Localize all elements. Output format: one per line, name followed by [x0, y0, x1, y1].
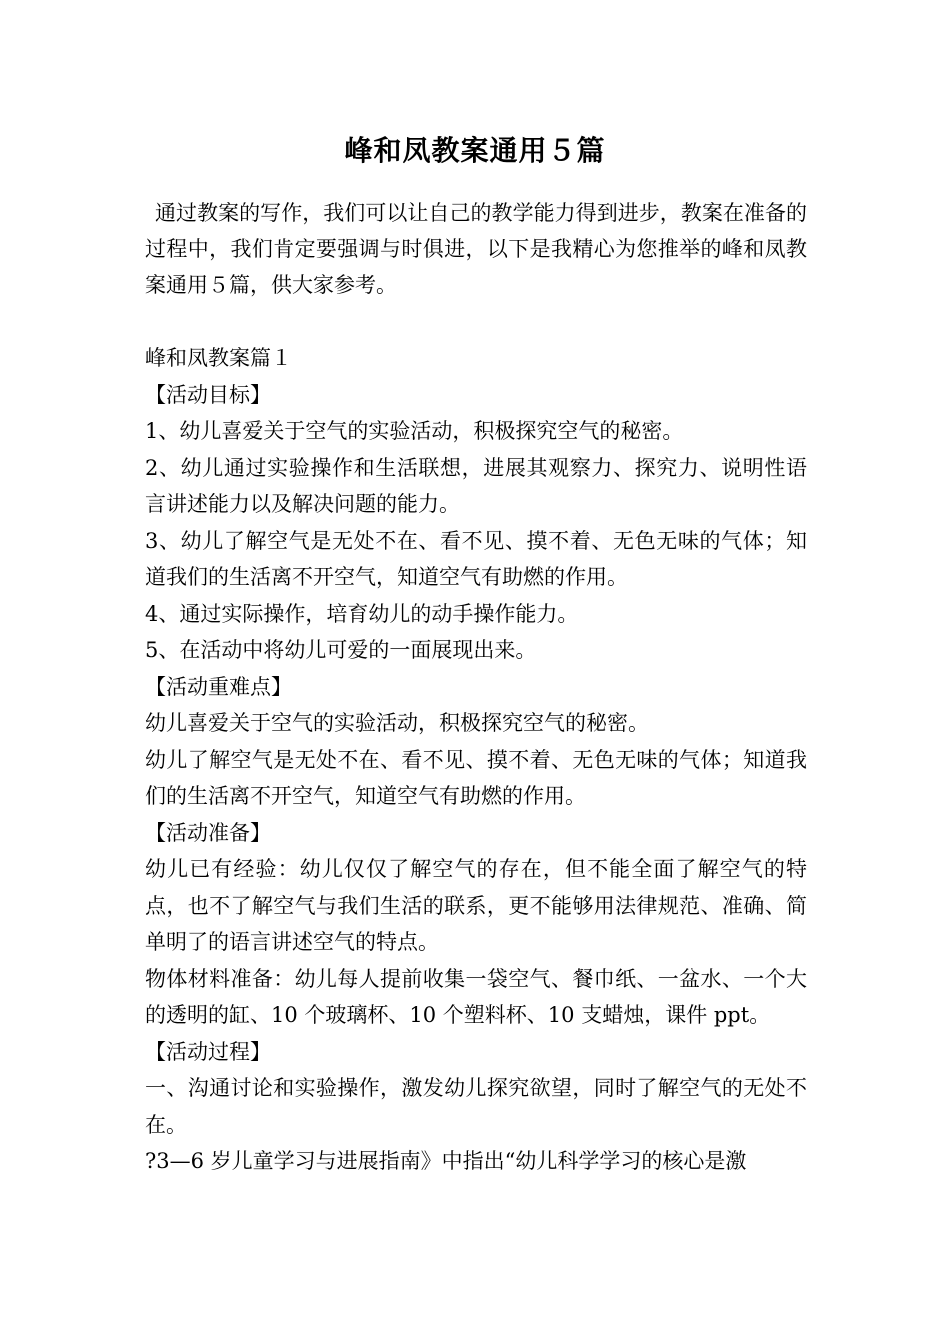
intro-paragraph: 通过教案的写作，我们可以让自己的教学能力得到进步，教案在准备的过程中，我们肯定要强调与时俱进，以下是我精心为您推举的峰和凤教案通用５篇，供大家参考。	[145, 201, 807, 297]
subheading-goals: 【活动目标】	[145, 382, 271, 407]
section-heading: 峰和凤教案篇１	[145, 346, 292, 370]
body-paragraph: 幼儿喜爱关于空气的实验活动，积极探究空气的秘密。	[145, 711, 649, 735]
document-body	[145, 340, 807, 1180]
body-paragraph: 幼儿已有经验：幼儿仅仅了解空气的存在，但不能全面了解空气的特点，也不了解空气与我们生活的联系，更不能够用法律规范、准确、简单明了的语言讲述空气的特点。	[145, 857, 807, 954]
body-paragraph: 1、幼儿喜爱关于空气的实验活动，积极探究空气的秘密。	[145, 419, 684, 443]
subheading-preparation: 【活动准备】	[145, 820, 271, 845]
document-title: 峰和凤教案通用５篇	[344, 134, 606, 167]
body-paragraph: 一、沟通讨论和实验操作，激发幼儿探究欲望，同时了解空气的无处不在。	[145, 1076, 807, 1137]
body-paragraph: 5、在活动中将幼儿可爱的一面展现出来。	[145, 638, 537, 662]
body-paragraph: 4、通过实际操作，培育幼儿的动手操作能力。	[145, 601, 579, 626]
body-paragraph: 2、幼儿通过实验操作和生活联想，进展其观察力、探究力、说明性语言讲述能力以及解决问题的能力。	[145, 455, 807, 516]
subheading-process: 【活动过程】	[145, 1039, 271, 1064]
body-paragraph: 幼儿了解空气是无处不在、看不见、摸不着、无色无味的气体；知道我们的生活离不开空气，知道空气有助燃的作用。	[145, 747, 807, 808]
subheading-key-points: 【活动重难点】	[145, 674, 292, 699]
body-paragraph: 物体材料准备：幼儿每人提前收集一袋空气、餐巾纸、一盆水、一个大的透明的缸、10 个玻璃杯、10 个塑料杯、10 支蜡烛，课件 ppt。	[145, 966, 807, 1027]
body-paragraph: 3、幼儿了解空气是无处不在、看不见、摸不着、无色无味的气体；知道我们的生活离不开空气，知道空气有助燃的作用。	[145, 528, 807, 589]
body-paragraph: ?3—6 岁儿童学习与进展指南》中指出“幼儿科学学习的核心是激	[145, 1149, 747, 1173]
